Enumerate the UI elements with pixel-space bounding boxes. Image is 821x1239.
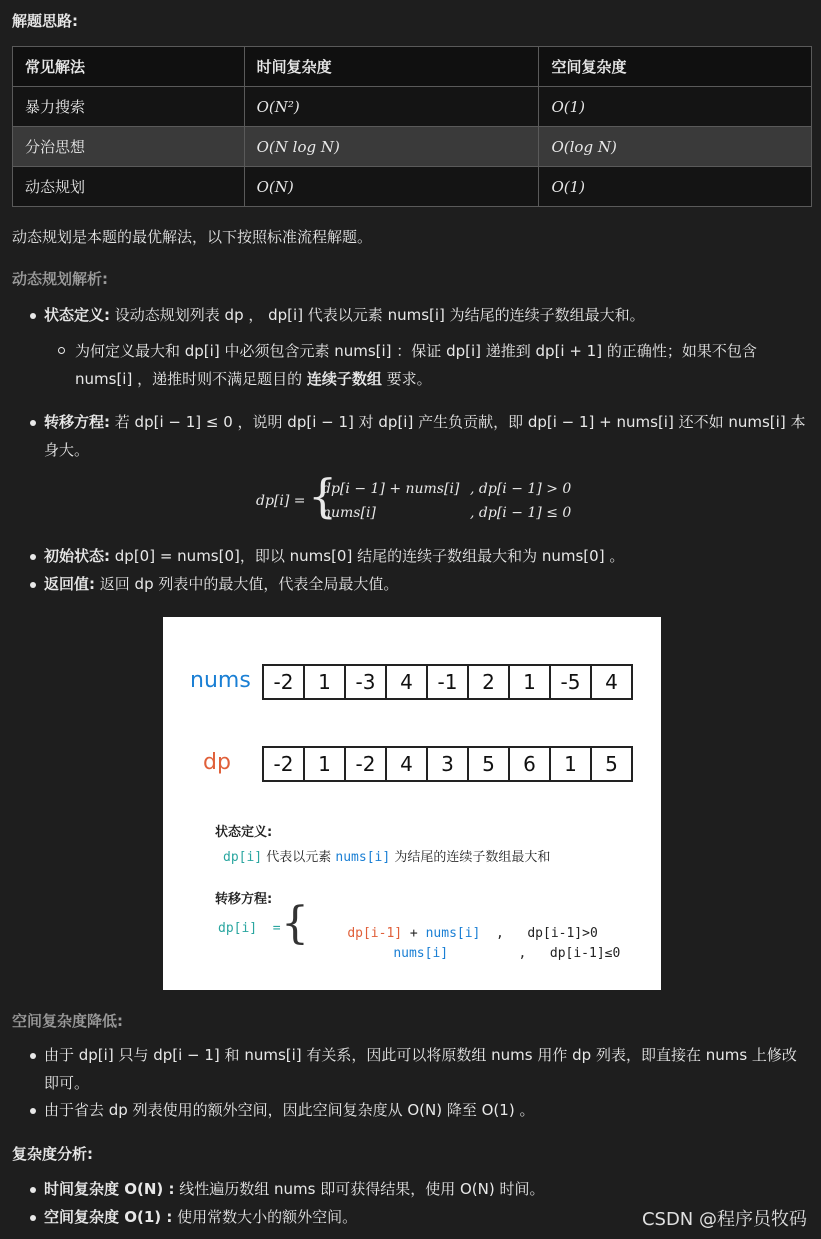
return-item [44,573,398,595]
table-cell: 分治思想 [13,127,245,167]
state-text: 设动态规划列表 dp ， dp[i] 代表以元素 nums[i] 为结尾的连续子数组最大和。 [114,306,645,324]
fig-state-mid: 代表以元素 [262,850,336,865]
space-item1-line2: 即可。 [44,1074,90,1092]
nums-cell: 2 [469,666,510,698]
table-header: 空间复杂度 [539,47,812,87]
approach-heading: 解题思路: [12,12,78,30]
nums-cell: 1 [305,666,346,698]
table-header: 常见解法 [13,47,245,87]
fig-case2 [362,931,620,976]
table-header-row [13,47,812,87]
nums-cell: -5 [551,666,592,698]
table-cell: O(N²) [244,87,539,127]
bullet-dot [30,1187,36,1193]
bullet-dot [30,1053,36,1059]
dp-cell: 4 [387,748,428,780]
init-text: dp[0] = nums[0]，即以 nums[0] 结尾的连续子数组最大和为 nums[0] 。 [114,547,625,565]
bullet-dot [30,313,36,319]
bullet-dot [30,1108,36,1114]
bullet-dot [30,420,36,426]
fig-nums-term: nums[i] [335,850,391,865]
table-row [13,127,812,167]
space-text: 使用常数大小的额外空间。 [177,1208,358,1226]
dp-heading: 动态规划解析: [12,270,108,288]
table-cell: O(log N) [539,127,812,167]
dp-cell: 5 [469,748,510,780]
fig-c2-nums: nums[i] [393,946,449,961]
state-sub-text: nums[i] ，递推时则不满足题目的 [75,370,303,388]
transition-label: 转移方程: [44,413,110,431]
case2-expr: nums[i] [322,505,376,521]
state-sub-bold: 连续子数组 [306,370,382,388]
table-cell: O(1) [539,87,812,127]
nums-cell: -1 [428,666,469,698]
case1-cond: , dp[i − 1] > 0 [470,481,572,497]
nums-label: nums [190,668,251,693]
transition-line2: 身大。 [44,441,90,459]
state-sub-end: 要求。 [386,370,432,388]
complexity-table [12,46,812,207]
nums-cell: 4 [605,670,618,694]
nums-cell: 4 [387,666,428,698]
table-header: 时间复杂度 [244,47,539,87]
space-heading: 空间复杂度降低: [12,1012,123,1030]
fig-state-end: 为结尾的连续子数组最大和 [390,850,551,865]
table-cell: O(N log N) [244,127,539,167]
space-complexity-item [44,1206,357,1228]
transition-line1 [44,411,805,433]
init-item [44,545,624,567]
bullet-dot [30,1215,36,1221]
init-label: 初始状态: [44,547,110,565]
table-cell: 暴力搜索 [13,87,245,127]
nums-cell: -3 [346,666,387,698]
table-cell: 动态规划 [13,167,245,207]
formula-lhs: dp[i] = [256,493,306,509]
case2-cond: , dp[i − 1] ≤ 0 [470,505,572,521]
state-sub-line2 [75,368,432,390]
fig-c2-cond: , dp[i-1]≤0 [502,946,621,961]
fig-c1-cond: , dp[i-1]>0 [480,926,598,941]
fig-c1-nums: nums[i] [425,926,481,941]
complexity-heading: 复杂度分析: [12,1145,93,1163]
dp-label: dp [203,750,231,775]
dp-cell: -2 [346,748,387,780]
table-row [13,87,812,127]
dp-cell: 3 [428,748,469,780]
nums-cell: -2 [264,666,305,698]
table-row [13,167,812,207]
fig-state-line [223,846,550,865]
time-complexity-item [44,1178,545,1200]
dp-figure [163,617,661,990]
state-sub-line1: 为何定义最大和 dp[i] 中必须包含元素 nums[i] ：保证 dp[i] 递推到 dp[i + 1] 的正确性；如果不包含 [75,342,757,360]
fig-state-title: 状态定义: [215,825,273,840]
transition-text: 若 dp[i − 1] ≤ 0 ，说明 dp[i − 1] 对 dp[i] 产生负贡献，即 dp[i − 1] + nums[i] 还不如 nums[i] 本 [114,413,806,431]
nums-cell: 1 [510,666,551,698]
space-label: 空间复杂度 O(1) : [44,1208,173,1226]
state-item [44,304,645,326]
fig-c2-pad [448,946,503,961]
dp-cell: 1 [305,748,346,780]
watermark: CSDN @程序员牧码 [641,1209,807,1230]
fig-trans-title: 转移方程: [215,892,273,907]
fig-c1-plus: + [402,926,426,941]
return-text: 返回 dp 列表中的最大值，代表全局最大值。 [99,575,399,593]
intro-text: 动态规划是本题的最优解法，以下按照标准流程解题。 [12,228,373,246]
return-label: 返回值: [44,575,95,593]
nums-array [262,664,633,700]
dp-array [262,746,633,782]
fig-trans-lhs: dp[i] = [218,921,281,936]
case1-expr: dp[i − 1] + nums[i] [322,481,460,497]
space-item2: 由于省去 dp 列表使用的额外空间，因此空间复杂度从 O(N) 降至 O(1) 。 [44,1101,535,1119]
dp-cell: 1 [551,748,592,780]
dp-cell: 5 [605,752,618,776]
brace-icon: { [308,469,338,523]
time-label: 时间复杂度 O(N) : [44,1180,175,1198]
fig-dp-term: dp[i] [223,850,263,865]
time-text: 线性遍历数组 nums 即可获得结果，使用 O(N) 时间。 [179,1180,545,1198]
fig-brace-icon: { [281,898,309,949]
dp-cell: -2 [264,748,305,780]
state-label: 状态定义: [44,306,110,324]
table-cell: O(N) [244,167,539,207]
sub-bullet [58,347,65,354]
bullet-dot [30,582,36,588]
space-item1-line1: 由于 dp[i] 只与 dp[i − 1] 和 nums[i] 有关系，因此可以将原数组 nums 用作 dp 列表，即直接在 nums 上修改 [44,1046,797,1064]
fig-c1-dp: dp[i-1] [347,926,403,941]
table-cell: O(1) [539,167,812,207]
dp-cell: 6 [510,748,551,780]
bullet-dot [30,554,36,560]
